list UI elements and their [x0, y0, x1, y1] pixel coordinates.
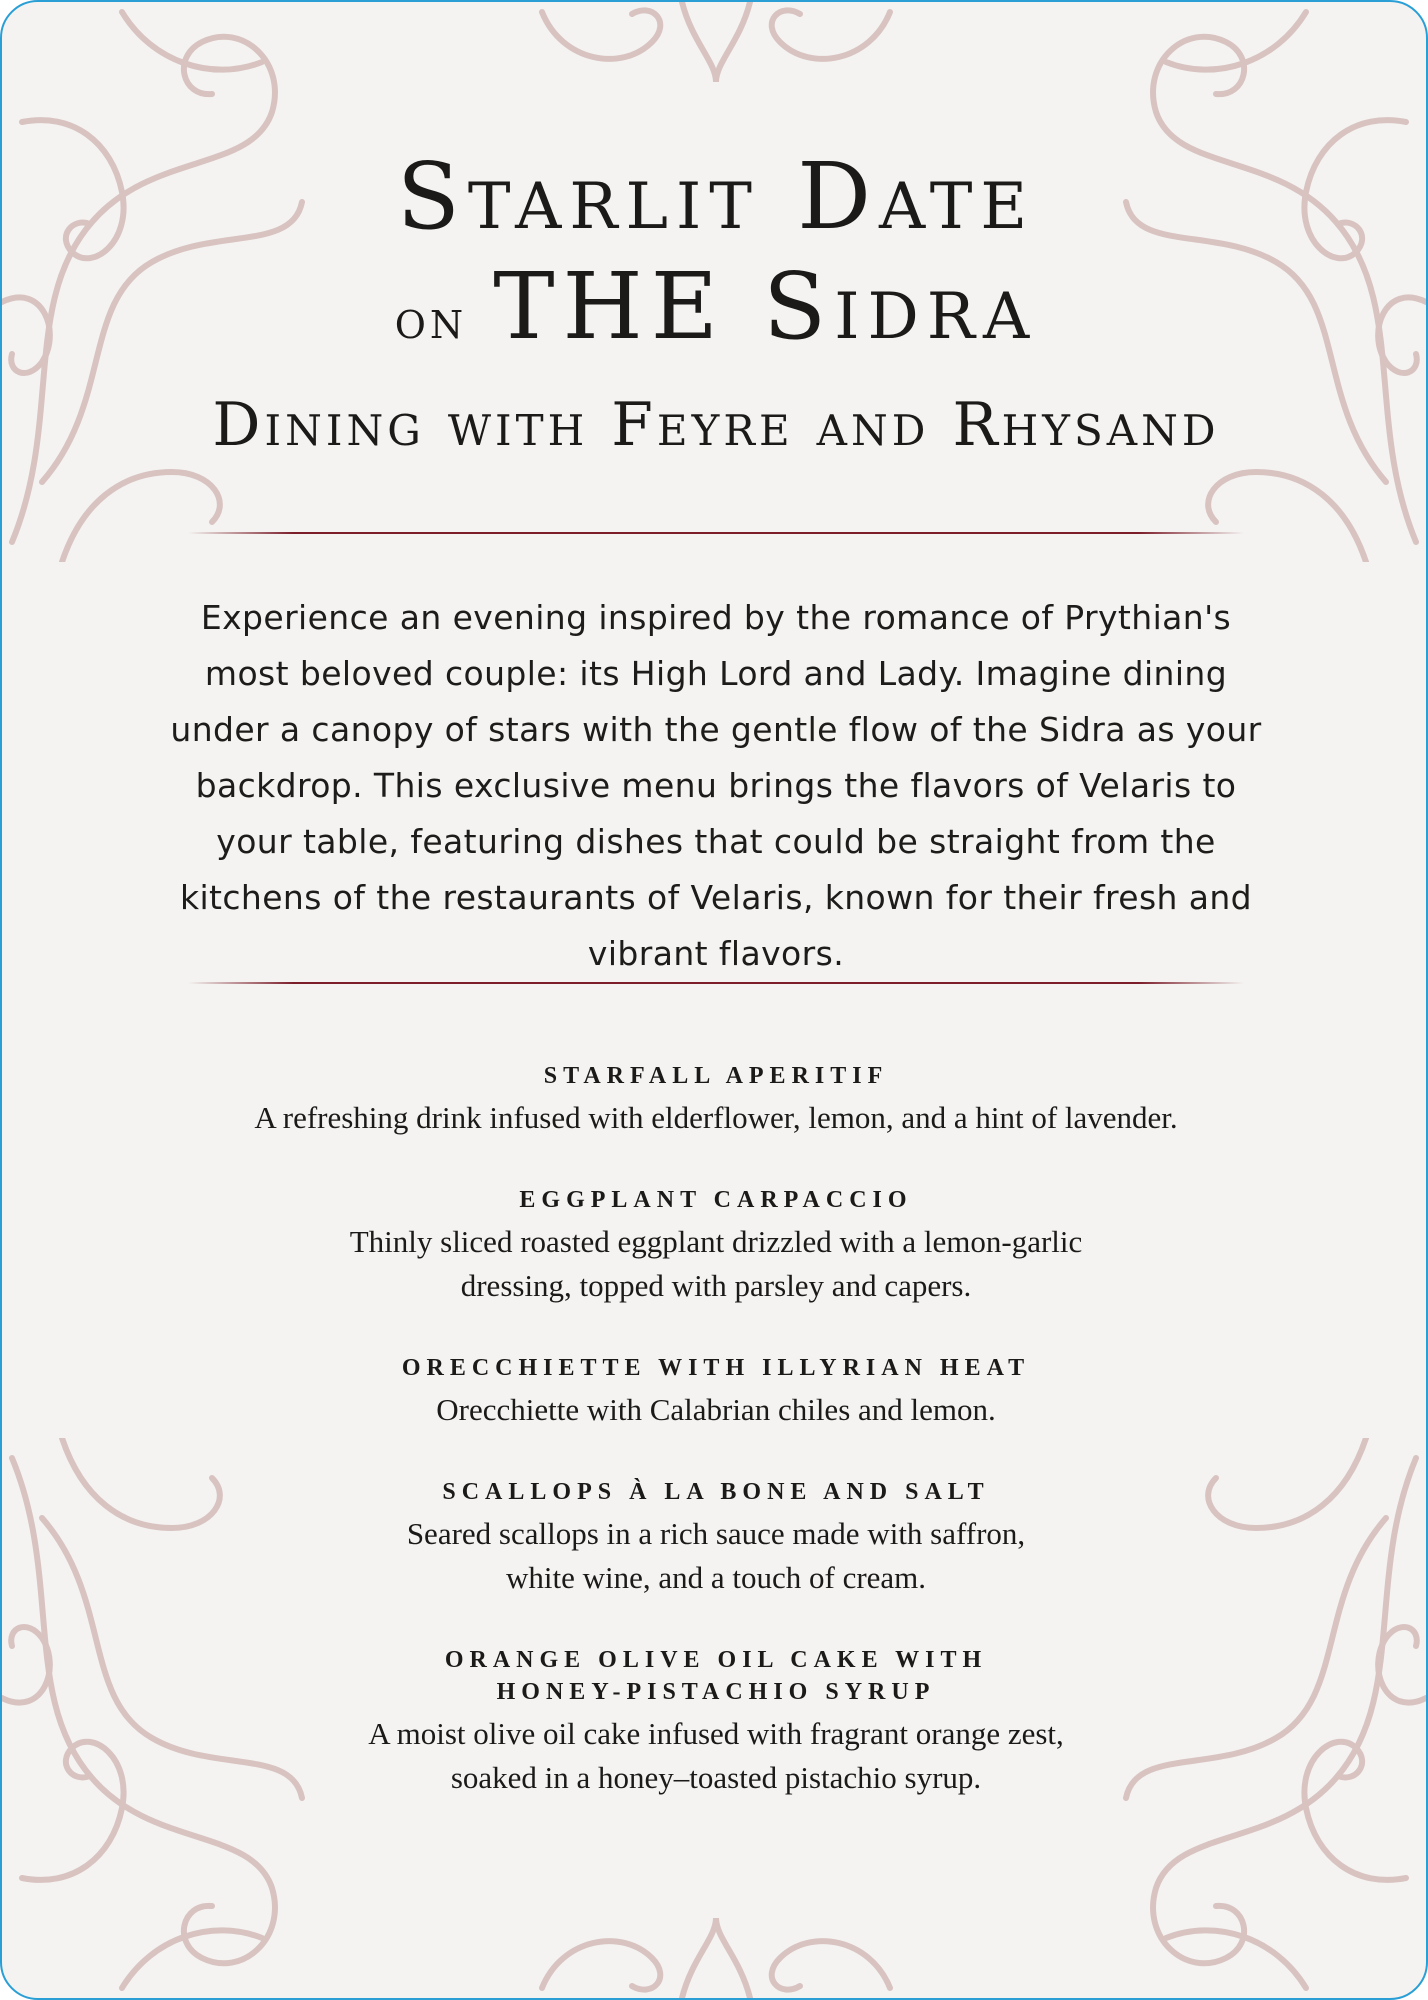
- menu-item-name: EGGPLANT CARPACCIO: [519, 1187, 913, 1213]
- menu-list: [152, 1060, 1280, 1844]
- title-block: [2, 142, 1428, 465]
- menu-item: [152, 1184, 1280, 1308]
- menu-item: [152, 1352, 1280, 1432]
- menu-item-description: Seared scallops in a rich sauce made with saffron, white wine, and a touch of cream.: [406, 1516, 1026, 1595]
- divider-top: [188, 532, 1244, 534]
- menu-item-name: SCALLOPS À LA BONE AND SALT: [442, 1479, 990, 1505]
- menu-item-name: ORANGE OLIVE OIL CAKE WITH HONEY-PISTACHIO SYRUP: [444, 1647, 988, 1705]
- title-sidra: THE Sidra: [493, 253, 1038, 360]
- menu-item: [152, 1644, 1280, 1800]
- menu-item-name: ORECCHIETTE WITH ILLYRIAN HEAT: [401, 1355, 1031, 1381]
- divider-bottom: [188, 982, 1244, 984]
- menu-item-description: Thinly sliced roasted eggplant drizzled with a lemon-garlic dressing, topped with parsley and capers.: [349, 1224, 1083, 1303]
- menu-item: [152, 1060, 1280, 1140]
- menu-item-description: Orecchiette with Calabrian chiles and lemon.: [436, 1392, 996, 1427]
- page-title: Starlit Date: [396, 143, 1036, 250]
- menu-item-name: STARFALL APERITIF: [543, 1063, 889, 1089]
- flourish-top-center-icon: [522, 2, 910, 92]
- menu-item-description: A moist olive oil cake infused with fragrant orange zest, soaked in a honey–toasted pistachio syrup.: [368, 1716, 1064, 1795]
- menu-item-description: A refreshing drink infused with elderflower, lemon, and a hint of lavender.: [254, 1100, 1178, 1135]
- page-title-line2: [2, 252, 1428, 375]
- page-subtitle: Dining with Feyre and Rhysand: [212, 390, 1220, 460]
- title-on: on: [394, 288, 468, 351]
- menu-item: [152, 1476, 1280, 1600]
- flourish-bottom-center-icon: [522, 1908, 910, 1998]
- intro-paragraph: Experience an evening inspired by the romance of Prythian's most beloved couple: its High Lord and Lady. Imagine dining under a canopy of stars with the gentle flow of the Sidra as your backdrop. This exclusive menu brings the flavors of Velaris to your table, featuring dishes that could be straight from the kitchens of the restaurants of Velaris, known for their fresh and vibrant flavors.: [170, 598, 1262, 973]
